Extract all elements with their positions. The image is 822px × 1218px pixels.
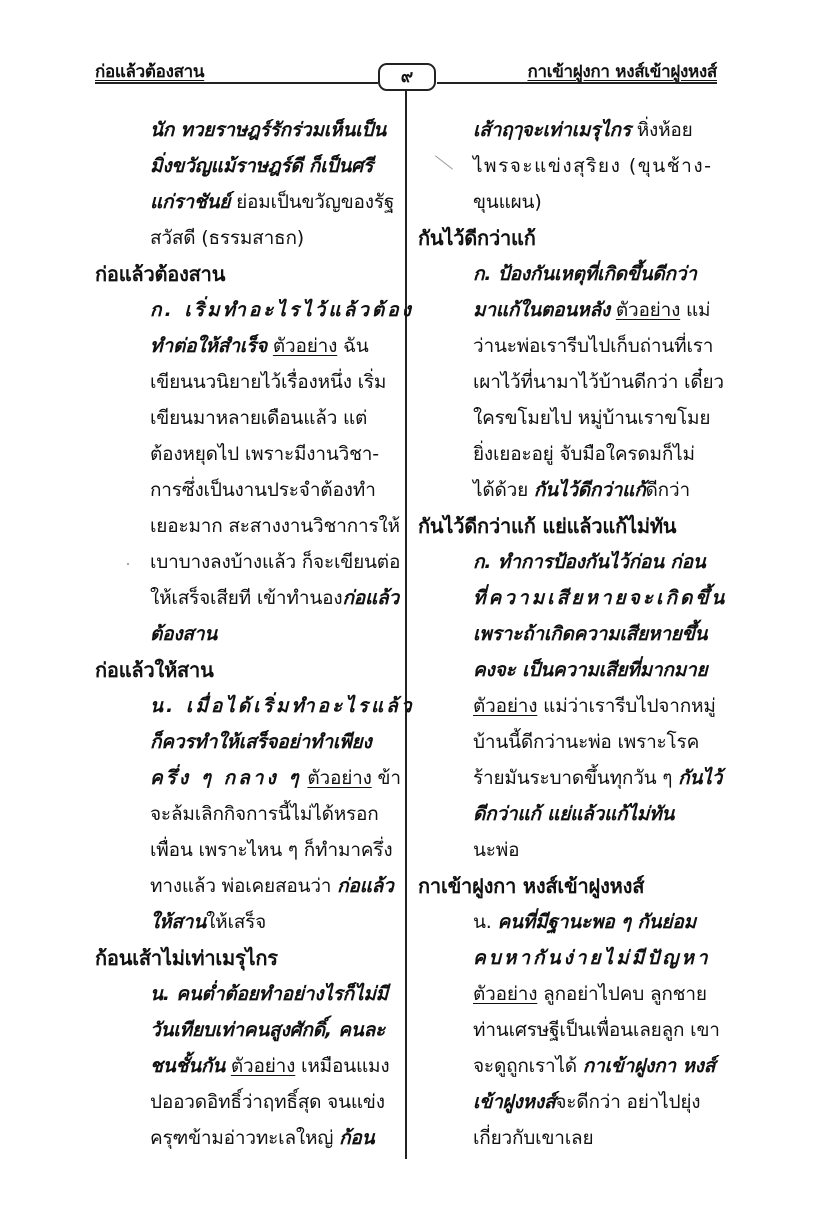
text-segment: จะล้มเลิกกิจการนี้ไม่ได้หรอก xyxy=(150,803,379,825)
entry-definition-line xyxy=(95,976,397,1012)
text-segment: ก่อแล้วให้สาน xyxy=(95,658,214,682)
entry-definition-line xyxy=(95,508,400,544)
text-segment: คงจะ เป็นความเสียที่มากมาย xyxy=(473,659,708,681)
header-rule-left xyxy=(95,82,378,84)
example-label: ตัวอย่าง xyxy=(230,1055,296,1077)
text-segment: น. เมื่อได้เริ่มทำอะไรแล้ว xyxy=(150,695,415,717)
text-segment: น. คนต่ำต้อยทำอย่างไรก็ไม่มี xyxy=(150,983,388,1005)
text-segment: หิ่งห้อย xyxy=(630,119,693,141)
entry-definition-line xyxy=(95,148,397,184)
text-segment: คบหากันง่ายไม่มีปัญหา xyxy=(473,947,711,969)
entry-definition-line xyxy=(95,220,397,256)
text-segment: กันไว้ดีกว่าแก้ แย่แล้วแก้ไม่ทัน xyxy=(418,514,677,538)
entry-definition-line xyxy=(95,760,401,796)
entry-definition-line xyxy=(418,472,722,508)
entry-headword xyxy=(418,508,722,544)
entry-definition-line xyxy=(95,328,397,364)
text-segment: ให้เสร็จเสียที เข้าทำนอง xyxy=(150,587,343,609)
text-segment: แม่ว่าเรารีบไปจากหมู่ xyxy=(537,695,716,717)
example-label: ตัวอย่าง xyxy=(615,299,681,321)
entry-headword xyxy=(95,652,397,688)
text-segment: ครึ่ง ๆ กลาง ๆ xyxy=(150,767,302,789)
entry-definition-line xyxy=(418,436,722,472)
entry-definition-line xyxy=(418,148,722,184)
text-segment: บ้านนี้ดีกว่านะพ่อ เพราะโรค xyxy=(473,731,700,753)
entry-definition-line xyxy=(418,1084,722,1120)
text-segment: ลูกอย่าไปคบ ลูกชาย xyxy=(537,983,707,1005)
text-segment: กาเข้าฝูงกา หงส์เข้าฝูงหงส์ xyxy=(418,874,645,898)
text-segment: ไพรจะแข่งสุริยง (ขุนช้าง- xyxy=(473,155,713,177)
entry-definition-line xyxy=(418,724,722,760)
entry-definition-line xyxy=(418,400,722,436)
text-segment: ท่านเศรษฐีเป็นเพื่อนเลยลูก เขา xyxy=(473,1019,720,1041)
entry-definition-line xyxy=(418,1048,722,1084)
entry-definition-line xyxy=(418,328,722,364)
example-label: ตัวอย่าง xyxy=(307,767,372,789)
text-segment: กันไว้ดีกว่าแก้ xyxy=(418,226,536,250)
entry-definition-line xyxy=(95,364,397,400)
column-divider xyxy=(405,91,407,1159)
text-segment: กันไว้ดีกว่าแก้ xyxy=(533,479,646,501)
entry-definition-line xyxy=(95,1012,397,1048)
text-segment: ให้สาน xyxy=(150,911,207,933)
entry-definition-line xyxy=(418,364,722,400)
text-segment: การซึ่งเป็นงานประจำต้องทำ xyxy=(150,479,376,501)
entry-definition-line xyxy=(95,904,397,940)
text-segment: ให้เสร็จ xyxy=(206,911,267,933)
entry-definition-line xyxy=(95,688,415,724)
text-segment: ก้อน xyxy=(339,1127,375,1149)
entry-definition-line xyxy=(418,292,722,328)
entry-definition-line xyxy=(418,652,722,688)
text-segment: เบาบางลงบ้างแล้ว ก็จะเขียนต่อ xyxy=(150,551,401,573)
entry-definition-line xyxy=(418,688,722,724)
entry-definition-line xyxy=(418,580,728,616)
text-segment: สวัสดี (ธรรมสาธก) xyxy=(150,227,304,249)
entry-definition-line xyxy=(95,400,397,436)
entry-definition-line xyxy=(418,1120,722,1156)
entry-definition-line xyxy=(95,1120,397,1156)
text-segment: ยิ่งเยอะอยู่ จับมือใครดมก็ไม่ xyxy=(473,443,695,465)
text-segment: ย่อมเป็นขวัญของรัฐ xyxy=(230,191,395,213)
example-label: ตัวอย่าง xyxy=(473,695,538,717)
text-segment: ทางแล้ว พ่อเคยสอนว่า xyxy=(150,875,338,897)
text-segment: เพราะถ้าเกิดความเสียหายขึ้น xyxy=(473,623,708,645)
entry-definition-line xyxy=(418,940,722,976)
text-segment: ทำต่อให้สำเร็จ xyxy=(150,335,268,357)
text-segment: ก. เริ่มทำอะไรไว้แล้วต้อง xyxy=(150,299,414,321)
entry-definition-line xyxy=(95,112,397,148)
text-segment: กาเข้าฝูงกา หงส์ xyxy=(582,1055,716,1077)
text-segment: ดีกว่าแก้ แย่แล้วแก้ไม่ทัน xyxy=(473,803,675,825)
text-segment: นัก ทวยราษฎร์รักร่วมเห็นเป็น xyxy=(150,119,387,141)
example-label: ตัวอย่าง xyxy=(272,335,338,357)
text-segment: ดีกว่า xyxy=(645,479,690,501)
text-segment: ก็ควรทำให้เสร็จอย่าทำเพียง xyxy=(150,731,372,753)
entry-definition-line xyxy=(418,256,722,292)
entry-definition-line xyxy=(418,760,722,796)
running-header-right: กาเข้าฝูงกา หงส์เข้าฝูงหงส์ xyxy=(527,62,717,82)
entry-definition-line xyxy=(95,1084,397,1120)
entry-definition-line xyxy=(95,436,397,472)
text-segment: เกี่ยวกับเขาเลย xyxy=(473,1127,594,1149)
entry-definition-line xyxy=(95,184,397,220)
text-segment: จะดีกว่า อย่าไปยุ่ง xyxy=(555,1091,701,1113)
text-segment: ฉัน xyxy=(337,335,369,357)
entry-headword xyxy=(418,220,722,256)
entry-definition-line xyxy=(95,868,397,904)
entry-definition-line xyxy=(418,904,722,940)
text-segment: ร้ายมันระบาดขึ้นทุกวัน ๆ xyxy=(473,767,679,789)
entry-definition-line xyxy=(95,724,397,760)
entry-headword xyxy=(95,940,397,976)
entry-definition-line xyxy=(418,184,722,220)
text-segment: ได้ด้วย xyxy=(473,479,534,501)
text-segment: เขียนมาหลายเดือนแล้ว แต่ xyxy=(150,407,368,429)
entry-definition-line xyxy=(95,1048,397,1084)
text-segment: ขุนแผน) xyxy=(473,191,542,213)
right-column xyxy=(418,112,728,1156)
text-segment: วันเทียบเท่าคนสูงศักดิ์, คนละ xyxy=(150,1019,386,1041)
text-segment: ก้อนเส้าไม่เท่าเมรุไกร xyxy=(95,946,278,970)
text-segment: กันไว้ xyxy=(678,767,723,789)
example-label: ตัวอย่าง xyxy=(473,983,538,1005)
entry-headword xyxy=(95,256,397,292)
text-segment: มาแก้ในตอนหลัง xyxy=(473,299,610,321)
text-segment: เส้าฤๅจะเท่าเมรุไกร xyxy=(473,119,631,141)
text-segment: ต้องสาน xyxy=(150,623,218,645)
running-header-left: ก่อแล้วต้องสาน xyxy=(95,62,205,82)
text-segment: เหมือนแมง xyxy=(295,1055,390,1077)
entry-definition-line xyxy=(418,616,722,652)
text-segment: แม่ xyxy=(680,299,711,321)
entry-definition-line xyxy=(95,616,397,652)
text-segment: เข้าฝูงหงส์ xyxy=(473,1091,556,1113)
text-segment: แก่ราชันย์ xyxy=(150,191,231,213)
entry-definition-line xyxy=(418,544,722,580)
text-segment: เผาไว้ที่นามาไว้บ้านดีกว่า เดี๋ยว xyxy=(473,371,724,393)
entry-definition-line xyxy=(95,544,401,580)
entry-definition-line xyxy=(418,796,722,832)
text-segment: ต้องหยุดไป เพราะมีงานวิชา- xyxy=(150,443,379,465)
text-segment: ที่ความเสียหายจะเกิดขึ้น xyxy=(473,587,728,609)
text-segment: จะดูถูกเราได้ xyxy=(473,1055,583,1077)
text-segment: ก. ทำการป้องกันไว้ก่อน ก่อน xyxy=(473,551,706,573)
entry-definition-line xyxy=(418,112,722,148)
text-segment: เยอะมาก สะสางงานวิชาการให้ xyxy=(150,515,400,537)
entry-definition-line xyxy=(418,1012,722,1048)
text-segment: น. xyxy=(473,911,498,933)
entry-definition-line xyxy=(95,472,397,508)
text-segment: นะพ่อ xyxy=(473,839,520,861)
text-segment: ก่อแล้ว xyxy=(337,875,394,897)
entry-definition-line xyxy=(95,832,397,868)
text-segment: ข้า xyxy=(371,767,401,789)
entry-definition-line xyxy=(418,976,722,1012)
text-segment: มิ่งขวัญแม้ราษฎร์ดี ก็เป็นศรี xyxy=(150,155,374,177)
text-segment: ก่อแล้วต้องสาน xyxy=(95,262,226,286)
entry-definition-line xyxy=(95,292,414,328)
page-number-badge: ๙ xyxy=(378,63,436,91)
text-segment: ใครขโมยไป หมู่บ้านเราขโมย xyxy=(473,407,711,429)
entry-headword xyxy=(418,868,722,904)
text-segment: ก. ป้องกันเหตุที่เกิดขึ้นดีกว่า xyxy=(473,263,697,285)
text-segment: เขียนนวนิยายไว้เรื่องหนึ่ง เริ่ม xyxy=(150,371,387,393)
text-segment: ก่อแล้ว xyxy=(342,587,399,609)
left-column xyxy=(95,112,415,1156)
entry-definition-line xyxy=(95,580,397,616)
text-segment: ครุฑข้ามอ่าวทะเลใหญ่ xyxy=(150,1127,340,1149)
entry-definition-line xyxy=(95,796,397,832)
text-segment: ว่านะพ่อเรารีบไปเก็บถ่านที่เรา xyxy=(473,335,714,357)
text-segment: ชนชั้นกัน xyxy=(150,1055,226,1077)
text-segment: คนที่มีฐานะพอ ๆ กันย่อม xyxy=(497,911,696,933)
entry-definition-line xyxy=(418,832,722,868)
text-segment: เพื่อน เพราะไหน ๆ ก็ทำมาครึ่ง xyxy=(150,839,393,861)
text-segment: ปออวดอิทธิ์ว่าฤทธิ์สุด จนแข่ง xyxy=(150,1091,385,1113)
